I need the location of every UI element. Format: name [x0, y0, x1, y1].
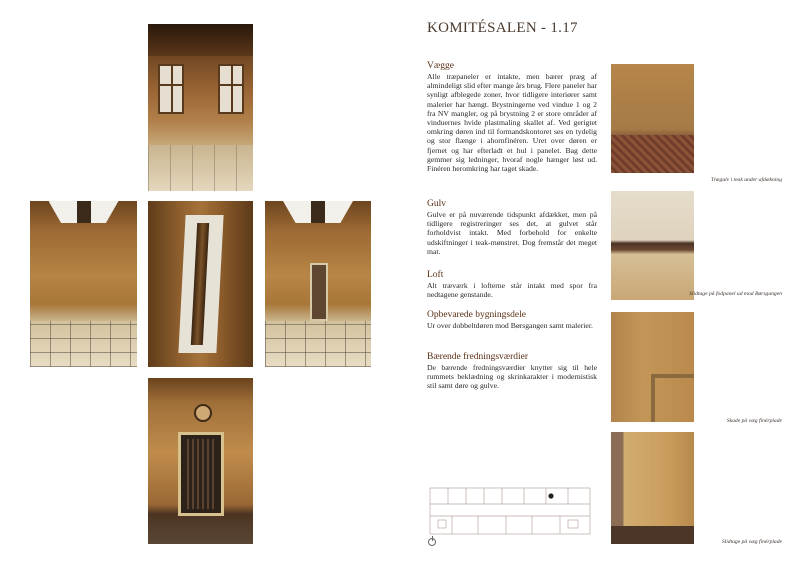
photo-ceiling-light-fixture: [148, 201, 253, 367]
photo-windows-wall: [148, 24, 253, 191]
room-marker: [548, 493, 553, 498]
section-walls: [427, 61, 597, 173]
photo-caption: Slidtage på væg finérplade: [721, 539, 782, 545]
floor-plan: [428, 486, 593, 538]
section-preservation-values: [427, 352, 597, 391]
section-heading: Vægge: [427, 61, 454, 71]
section-heading: Loft: [427, 270, 444, 280]
section-heading: Bærende fredningsværdier: [427, 352, 529, 362]
clock-icon: [194, 404, 212, 422]
photo-caption: Skade på væg finérplade: [726, 418, 782, 424]
page-title: KOMITÉSALEN - 1.17: [427, 20, 578, 36]
section-ceiling: [427, 270, 597, 299]
section-body: De bærende fredningsværdier knytter sig til hele rummets beklædning og skrinkarakter i modernistisk stil samt døre og gulve.: [427, 363, 597, 391]
photo-double-door-with-clock: [148, 378, 253, 544]
section-body: Ur over dobbeltdøren mod Børsgangen samt malerier.: [427, 321, 593, 330]
section-heading: Opbevarede bygningsdele: [427, 310, 526, 320]
section-body: Gulve er på nuværende tidspunkt afdækket, men på tidligere registreringer ses det, at gulvet står forholdvist intakt. Med forbehold for enkelte udskiftninger i teak-mønstret. Dog fremstår det meget mat.: [427, 210, 597, 256]
photo-veneer-wear: [611, 432, 694, 544]
photo-ceiling-lamp-left: [30, 201, 137, 367]
photo-veneer-damage: [611, 312, 694, 422]
photo-doorway-wall: [265, 201, 371, 367]
photo-caption: Trægulv i teak under afdækning: [710, 177, 782, 183]
section-stored-parts: [427, 310, 597, 330]
photo-caption: Slidtage på fodpanel ud mod Børsgangen: [689, 291, 782, 297]
section-floor: [427, 199, 597, 256]
north-arrow-icon: [428, 538, 436, 546]
section-body: Alt træværk i lofterne står intakt med spor fra nedtagene genstande.: [427, 281, 597, 300]
photo-baseboard-wear: [611, 191, 694, 300]
photo-teak-floor: [611, 64, 694, 173]
section-body: Alle træpaneler er intakte, men bærer præg af almindeligt slid efter mange års brug. Flere paneler har synligt afblegede zoner, hvor tidligere interiører samt malerier har hængt. Brystningerne ved vindue 1 og 2 fra NV mangler, og på brystning 2 er store områder af vinduernes hvide plastmaling skallet af. Ved gerigtet omkring døren ind til formandskontoret ses en tydelig og stor flænge i ahornfinéren. Uret over døren er fjernet og har efterladt et hul i panelet. Bag dette gemmer sig ledninger, hvoraf nogle hænger løst ud. Finéren heromkring har taget skade.: [427, 72, 597, 174]
section-heading: Gulv: [427, 199, 446, 209]
